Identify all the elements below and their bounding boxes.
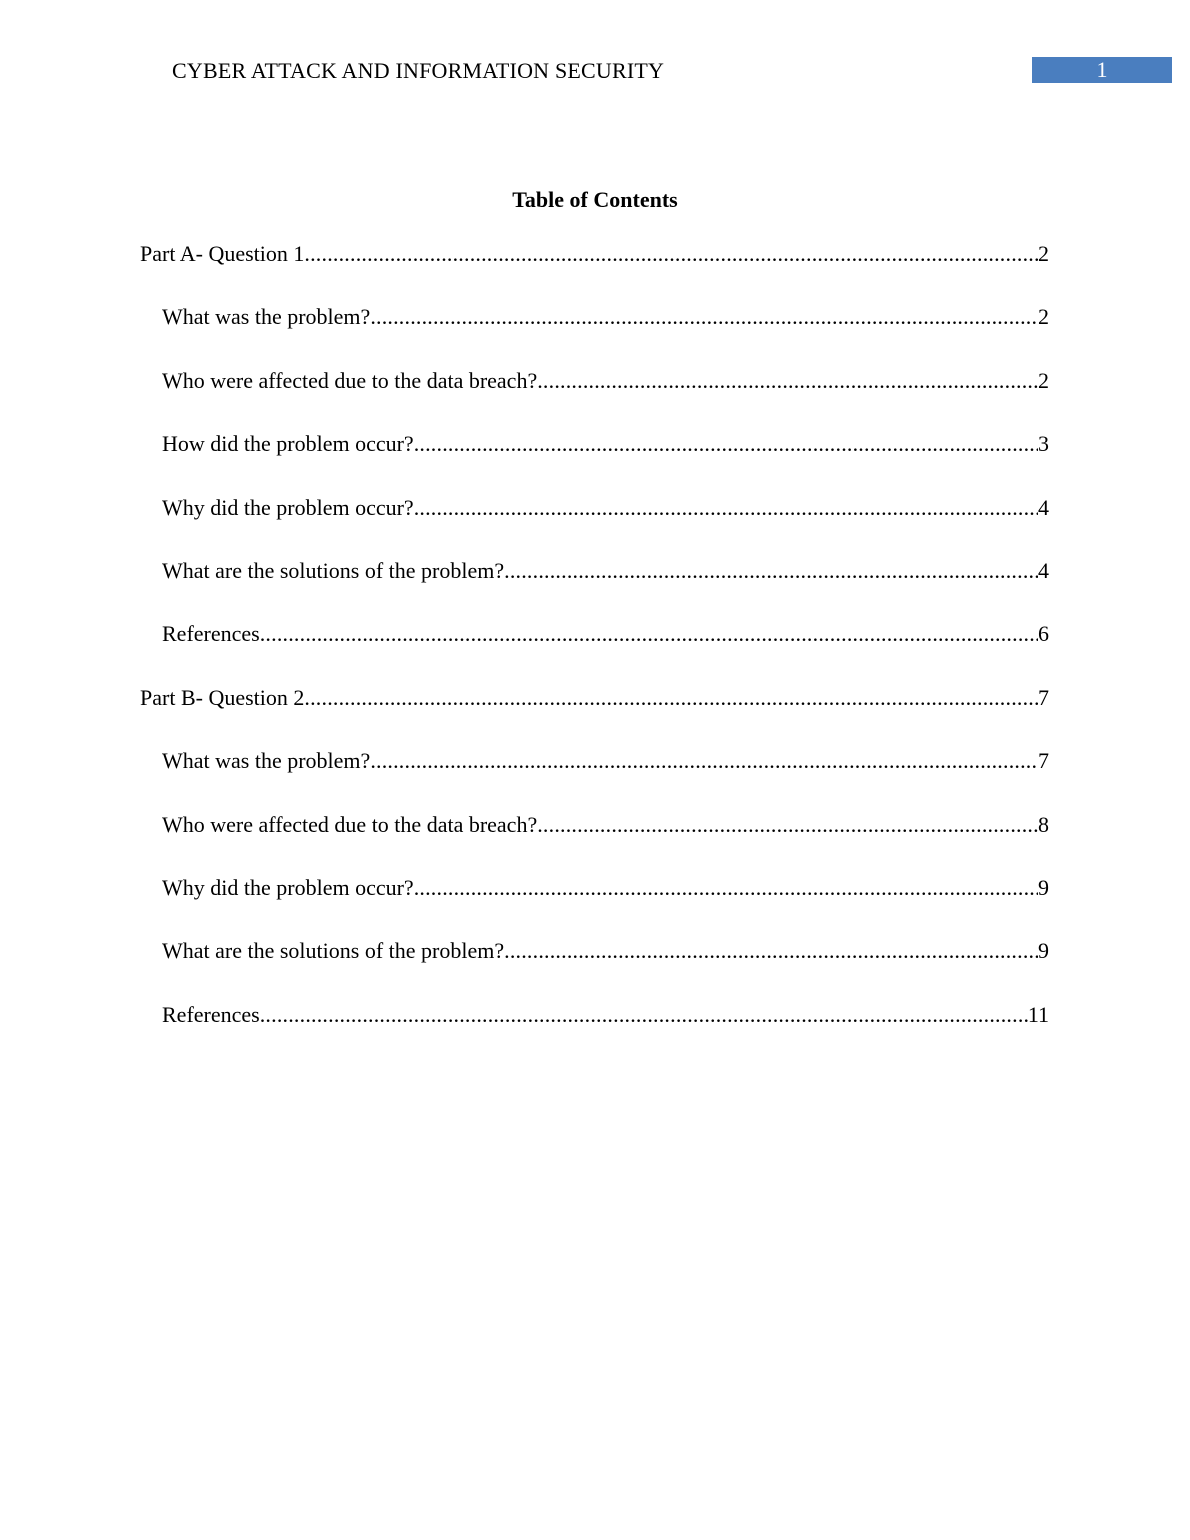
toc-entry-label: What was the problem?: [162, 748, 371, 774]
toc-entry-page: 2: [1038, 241, 1049, 266]
toc-entry-page: 11: [1027, 1001, 1049, 1027]
toc-entry[interactable]: [140, 1001, 1049, 1064]
toc-entry-page: 2: [1038, 304, 1049, 330]
toc-entry-page: 9: [1038, 938, 1049, 964]
toc-dot-leader: [414, 874, 1038, 902]
toc-dot-leader: [537, 367, 1038, 395]
toc-dot-leader: [370, 303, 1038, 331]
toc-entry-label: What are the solutions of the problem?: [162, 938, 505, 964]
running-header-title: CYBER ATTACK AND INFORMATION SECURITY: [172, 58, 665, 83]
toc-dot-leader: [260, 1001, 1028, 1029]
toc-entry-page: 2: [1038, 367, 1049, 393]
toc-entry[interactable]: [140, 811, 1049, 874]
toc-entry-label: Who were affected due to the data breach?: [162, 811, 538, 837]
toc-entry[interactable]: [140, 747, 1049, 810]
toc-entry[interactable]: [140, 430, 1049, 493]
toc-entry[interactable]: [140, 937, 1049, 1000]
toc-entry[interactable]: [140, 494, 1049, 557]
toc-entry[interactable]: [140, 874, 1049, 937]
toc-dot-leader: [304, 684, 1038, 712]
toc-dot-leader: [260, 620, 1038, 648]
toc-entry-part-a[interactable]: [140, 240, 1049, 303]
toc-dot-leader: [414, 430, 1038, 458]
toc-heading: Table of Contents: [512, 187, 678, 212]
toc-entry-label: Who were affected due to the data breach?: [162, 367, 538, 393]
toc-entry-page: 6: [1038, 621, 1049, 647]
toc-entry-label: Why did the problem occur?: [162, 494, 414, 520]
table-of-contents: [140, 240, 1049, 1064]
toc-entry[interactable]: [140, 620, 1049, 683]
toc-dot-leader: [370, 747, 1038, 775]
toc-entry-label: Part B- Question 2: [140, 684, 305, 710]
toc-dot-leader: [414, 494, 1038, 522]
toc-entry[interactable]: [140, 303, 1049, 366]
toc-dot-leader: [537, 811, 1038, 839]
toc-entry-label: References: [162, 1001, 260, 1027]
toc-entry-page: 9: [1038, 874, 1049, 900]
toc-dot-leader: [504, 557, 1038, 585]
toc-entry-part-b[interactable]: [140, 684, 1049, 747]
toc-entry-page: 8: [1038, 811, 1049, 837]
toc-dot-leader: [304, 240, 1038, 268]
toc-entry-page: 3: [1038, 431, 1049, 457]
toc-entry-label: References: [162, 621, 260, 647]
toc-entry[interactable]: [140, 557, 1049, 620]
toc-entry-label: Part A- Question 1: [140, 241, 305, 266]
toc-entry-label: What are the solutions of the problem?: [162, 557, 505, 583]
toc-entry-page: 4: [1038, 557, 1049, 583]
toc-entry-label: How did the problem occur?: [162, 431, 414, 457]
toc-entry[interactable]: [140, 367, 1049, 430]
toc-entry-label: Why did the problem occur?: [162, 874, 414, 900]
toc-entry-page: 7: [1038, 684, 1049, 710]
toc-entry-label: What was the problem?: [162, 304, 371, 330]
toc-dot-leader: [504, 937, 1038, 965]
toc-entry-page: 7: [1038, 748, 1049, 774]
toc-entry-page: 4: [1038, 494, 1049, 520]
page-number-badge: 1: [1032, 57, 1172, 83]
